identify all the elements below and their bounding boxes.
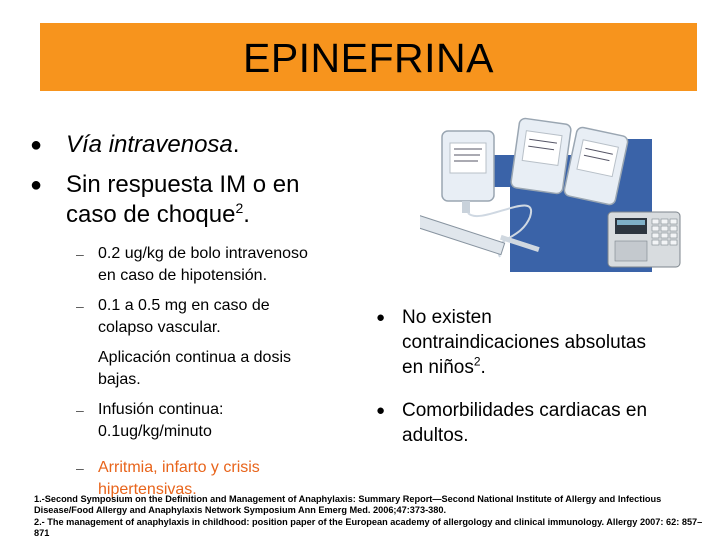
sub-line-1: 0.1 a 0.5 mg en caso de [98,297,270,314]
sub-line-2: hipertensivas. [98,481,197,498]
bullet-line-2: caso de choque [66,201,236,228]
iv-bag-icon [442,131,494,213]
iv-bags-pump-picture [420,117,685,277]
footnote-ref: 2 [235,200,244,216]
dash-icon: – [76,298,84,314]
bullet-dot-icon: ● [30,174,43,196]
infusion-pump-icon [608,212,680,267]
slide-title: EPINEFRINA [242,35,495,81]
bullet-line-1: Comorbilidades cardiacas en [402,400,648,421]
bullet-line-3: en niños [402,357,474,378]
footnote-1: 1.-Second Symposium on the Definition and Management of Anaphylaxis: Summary Report—Second National Institute of Allergy and Infectious Disease/Food Allergy and Anaphylaxis Network Symposium Ann Emerg Med. 2006;47:373-380. [34,494,662,515]
footnote-ref: 2 [473,354,481,369]
dash-icon: – [76,246,84,262]
iv-bag-icon [510,118,571,195]
footnote-2: 2.- The management of anaphylaxis in childhood: position paper of the European academy of allergology and clinical immunology. Allergy 2007: 62: 857–871 [34,517,703,538]
sub-line-2: colapso vascular. [98,319,221,336]
bullet-text: Vía intravenosa [66,131,233,158]
bullet-dot-icon: ● [376,309,386,326]
dash-icon: – [76,460,84,476]
bullet-dot-icon: ● [30,134,43,156]
bullet-line-1: No existen [402,307,492,328]
bullet-suffix: . [243,201,250,228]
sub-line-2: bajas. [98,371,141,388]
dash-icon: – [76,402,84,418]
sub-line-1: Aplicación continua a dosis [98,349,292,366]
sub-line-2: en caso de hipotensión. [98,267,268,284]
title-bar [40,23,697,91]
sub-line-2: 0.1ug/kg/minuto [98,423,212,440]
sub-line-1: Arritmia, infarto y crisis [98,459,260,476]
sub-line-1: Infusión continua: [98,401,224,418]
sub-line-1: 0.2 ug/kg de bolo intravenoso [98,245,308,262]
bullet-suffix: . [480,357,486,378]
bullet-line-1: Sin respuesta IM o en [66,171,300,198]
bullet-line-2: contraindicaciones absolutas [402,332,646,353]
bullet-line-2: adultos. [402,425,469,446]
bullet-dot-icon: ● [376,402,386,419]
bullet-suffix: . [232,131,240,158]
